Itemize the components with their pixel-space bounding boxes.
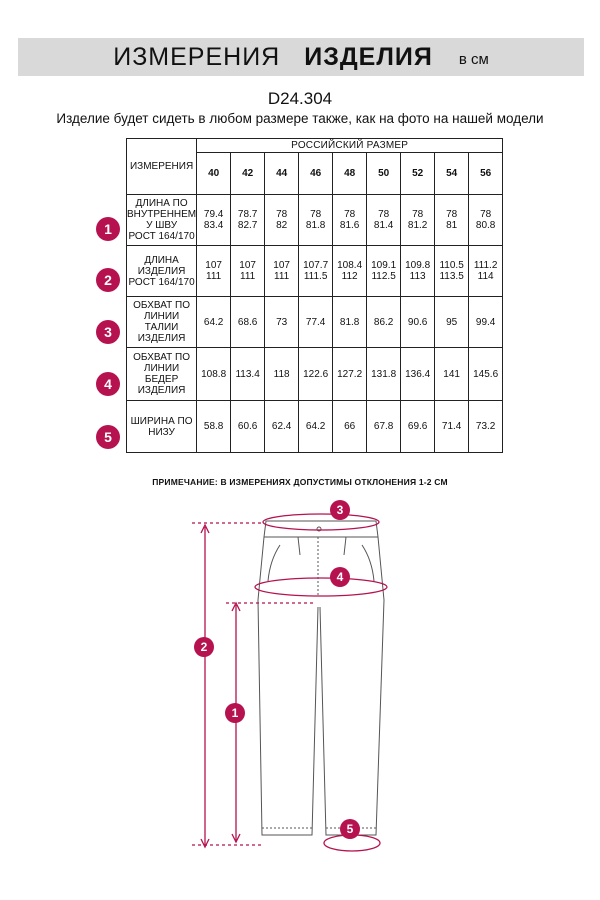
value-cell [299,401,333,453]
hip-measure-ellipse [255,578,387,596]
value-cell [231,401,265,453]
value-line: 78 [412,209,424,220]
value-line: 78 [310,209,322,220]
value-cell [401,348,435,401]
value-cell [469,195,503,246]
value-line: 131.8 [371,368,397,380]
value-line: 71.4 [441,421,462,432]
measurement-label [127,297,197,348]
value-line: 73 [276,316,288,328]
size-header-cell: 52 [401,153,435,195]
product-code: D24.304 [267,89,333,108]
size-header-cell: 40 [197,153,231,195]
value-line: 73.2 [475,421,496,432]
value-line: 81.8 [305,220,326,231]
measurement-label [127,401,197,453]
value-line: 79.4 [203,209,224,220]
value-cell [197,195,231,246]
value-cell [367,297,401,348]
measurement-label-line: У ШВУ [146,220,178,231]
value-cell [333,195,367,246]
value-cell [367,195,401,246]
value-line: 107.7 [303,260,329,271]
row-number-badge: 4 [96,372,120,396]
value-cell [333,246,367,297]
value-cell [231,195,265,246]
pleats [298,537,346,555]
measurement-label-line: ИЗДЕЛИЯ [137,265,186,277]
measurement-label-line: ЛИНИИ ТАЛИИ [143,311,180,333]
value-cell [469,297,503,348]
value-line: 145.6 [473,368,499,380]
value-line: 113.4 [235,368,260,380]
size-header-cell: 50 [367,153,401,195]
value-line: 111 [240,271,256,282]
marker-2: 2 [194,637,214,657]
value-line: 78 [446,209,458,220]
value-line: 141 [443,368,460,380]
fit-note: Изделие будет сидеть в любом размере также, как на фото на нашей модели [56,111,544,126]
value-line: 111.5 [303,271,328,282]
measurement-label-line: ДЛИНА ПО [135,198,188,209]
value-line: 81.6 [339,220,360,231]
trousers-diagram [0,495,600,900]
value-cell [265,195,299,246]
row-number-badge: 5 [96,425,120,449]
marker-4: 4 [330,567,350,587]
value-cell [469,246,503,297]
size-header-cell: 54 [435,153,469,195]
value-line: 99.4 [475,316,496,328]
table-row [127,195,503,246]
value-line: 108.4 [337,260,363,271]
value-line: 86.2 [373,316,394,328]
value-cell [299,297,333,348]
size-header-cell: 42 [231,153,265,195]
value-line: 66 [344,421,356,432]
value-line: 82 [276,220,288,231]
measurement-label [127,246,197,297]
value-line: 67.8 [373,421,394,432]
value-line: 78.7 [237,209,258,220]
value-cell [333,348,367,401]
title-word-item: ИЗДЕЛИЯ [304,42,433,71]
value-line: 81.2 [407,220,428,231]
value-line: 77.4 [305,316,326,328]
value-cell [435,348,469,401]
row-number-badge: 3 [96,320,120,344]
value-cell [469,348,503,401]
value-line: 109.1 [371,260,397,271]
value-cell [265,246,299,297]
value-cell [435,246,469,297]
value-line: 78 [344,209,356,220]
value-line: 90.6 [407,316,428,328]
value-line: 136.4 [405,368,431,380]
value-line: 113 [409,271,426,282]
measurement-label-line: ДЛИНА [144,254,179,266]
value-line: 113.5 [439,271,464,282]
marker-5: 5 [340,819,360,839]
value-cell [231,246,265,297]
value-cell [401,401,435,453]
value-line: 78 [276,209,288,220]
measurement-label-line: ОБХВАТ ПО [133,352,190,363]
value-line: 107 [273,260,290,271]
value-cell [265,401,299,453]
measurement-label-line: РОСТ 164/170 [128,231,195,242]
measurement-label-line: ОБХВАТ ПО [133,300,190,311]
measurement-label-line: ВНУТРЕННЕМ [127,209,197,220]
row-number-badge: 1 [96,217,120,241]
row-number-badge: 2 [96,268,120,292]
right-pocket [362,545,374,581]
value-line: 60.6 [237,421,258,432]
value-line: 81 [446,220,458,231]
title-unit: в см [458,50,489,68]
value-line: 78 [378,209,390,220]
value-line: 108.8 [201,368,227,380]
value-line: 82.7 [237,220,258,231]
value-cell [299,348,333,401]
value-cell [367,246,401,297]
value-line: 58.8 [203,421,224,432]
value-line: 109.8 [405,260,431,271]
value-cell [469,401,503,453]
value-line: 83.4 [203,220,224,231]
value-line: 78 [480,209,492,220]
title-banner [18,38,584,76]
table-row [127,401,503,453]
value-line: 81.4 [373,220,394,231]
value-cell [197,348,231,401]
value-cell [299,195,333,246]
value-cell [197,297,231,348]
tolerance-note: ПРИМЕЧАНИЕ: В ИЗМЕРЕНИЯХ ДОПУСТИМЫ ОТКЛОНЕНИЯ 1-2 СМ [152,477,448,487]
value-cell [367,401,401,453]
value-cell [401,297,435,348]
value-line: 80.8 [475,220,496,231]
measurement-label-line: ИЗДЕЛИЯ [137,333,186,344]
value-line: 111 [206,271,222,282]
value-line: 114 [477,271,494,282]
value-cell [435,297,469,348]
value-cell [435,401,469,453]
size-header-cell: 48 [333,153,367,195]
value-line: 64.2 [305,421,326,432]
value-line: 107 [205,260,222,271]
value-line: 122.6 [303,368,329,380]
value-line: 112.5 [371,271,396,282]
size-header-cell: 56 [469,153,503,195]
value-line: 112 [341,271,358,282]
size-header-cell: 44 [265,153,299,195]
measurement-label [127,348,197,401]
value-cell [231,348,265,401]
marker-3: 3 [330,500,350,520]
measurement-label [127,195,197,246]
size-header-cell: 46 [299,153,333,195]
measurement-label-line: ШИРИНА ПО [130,415,193,427]
value-cell [231,297,265,348]
value-line: 68.6 [237,316,258,328]
value-cell [197,246,231,297]
value-line: 69.6 [407,421,428,432]
left-pocket [268,545,280,581]
measurement-label-line: РОСТ 164/170 [128,276,195,288]
value-cell [265,348,299,401]
value-cell [333,401,367,453]
value-cell [435,195,469,246]
size-table [126,138,503,453]
measurement-label-line: ЛИНИИ БЕДЕР [143,363,180,385]
value-line: 111 [274,271,290,282]
measurement-label-line: ИЗДЕЛИЯ [137,385,186,396]
value-line: 111.2 [473,260,498,271]
value-line: 62.4 [271,421,292,432]
table-row [127,348,503,401]
marker-1: 1 [225,703,245,723]
value-line: 107 [239,260,256,271]
value-cell [197,401,231,453]
value-line: 127.2 [337,368,363,380]
value-line: 81.8 [339,316,360,328]
value-cell [333,297,367,348]
table-row [127,297,503,348]
title-word-measurements: ИЗМЕРЕНИЯ [113,42,281,71]
russian-size-header: РОССИЙСКИЙ РАЗМЕР [197,139,503,153]
value-cell [299,246,333,297]
value-cell [401,246,435,297]
value-line: 110.5 [439,260,464,271]
value-line: 95 [446,316,458,328]
measurements-header: ИЗМЕРЕНИЯ [127,139,197,195]
value-cell [265,297,299,348]
measurement-label-line: НИЗУ [148,426,175,438]
value-line: 64.2 [203,316,224,328]
table-row [127,246,503,297]
value-line: 118 [273,368,290,380]
value-cell [367,348,401,401]
value-cell [401,195,435,246]
